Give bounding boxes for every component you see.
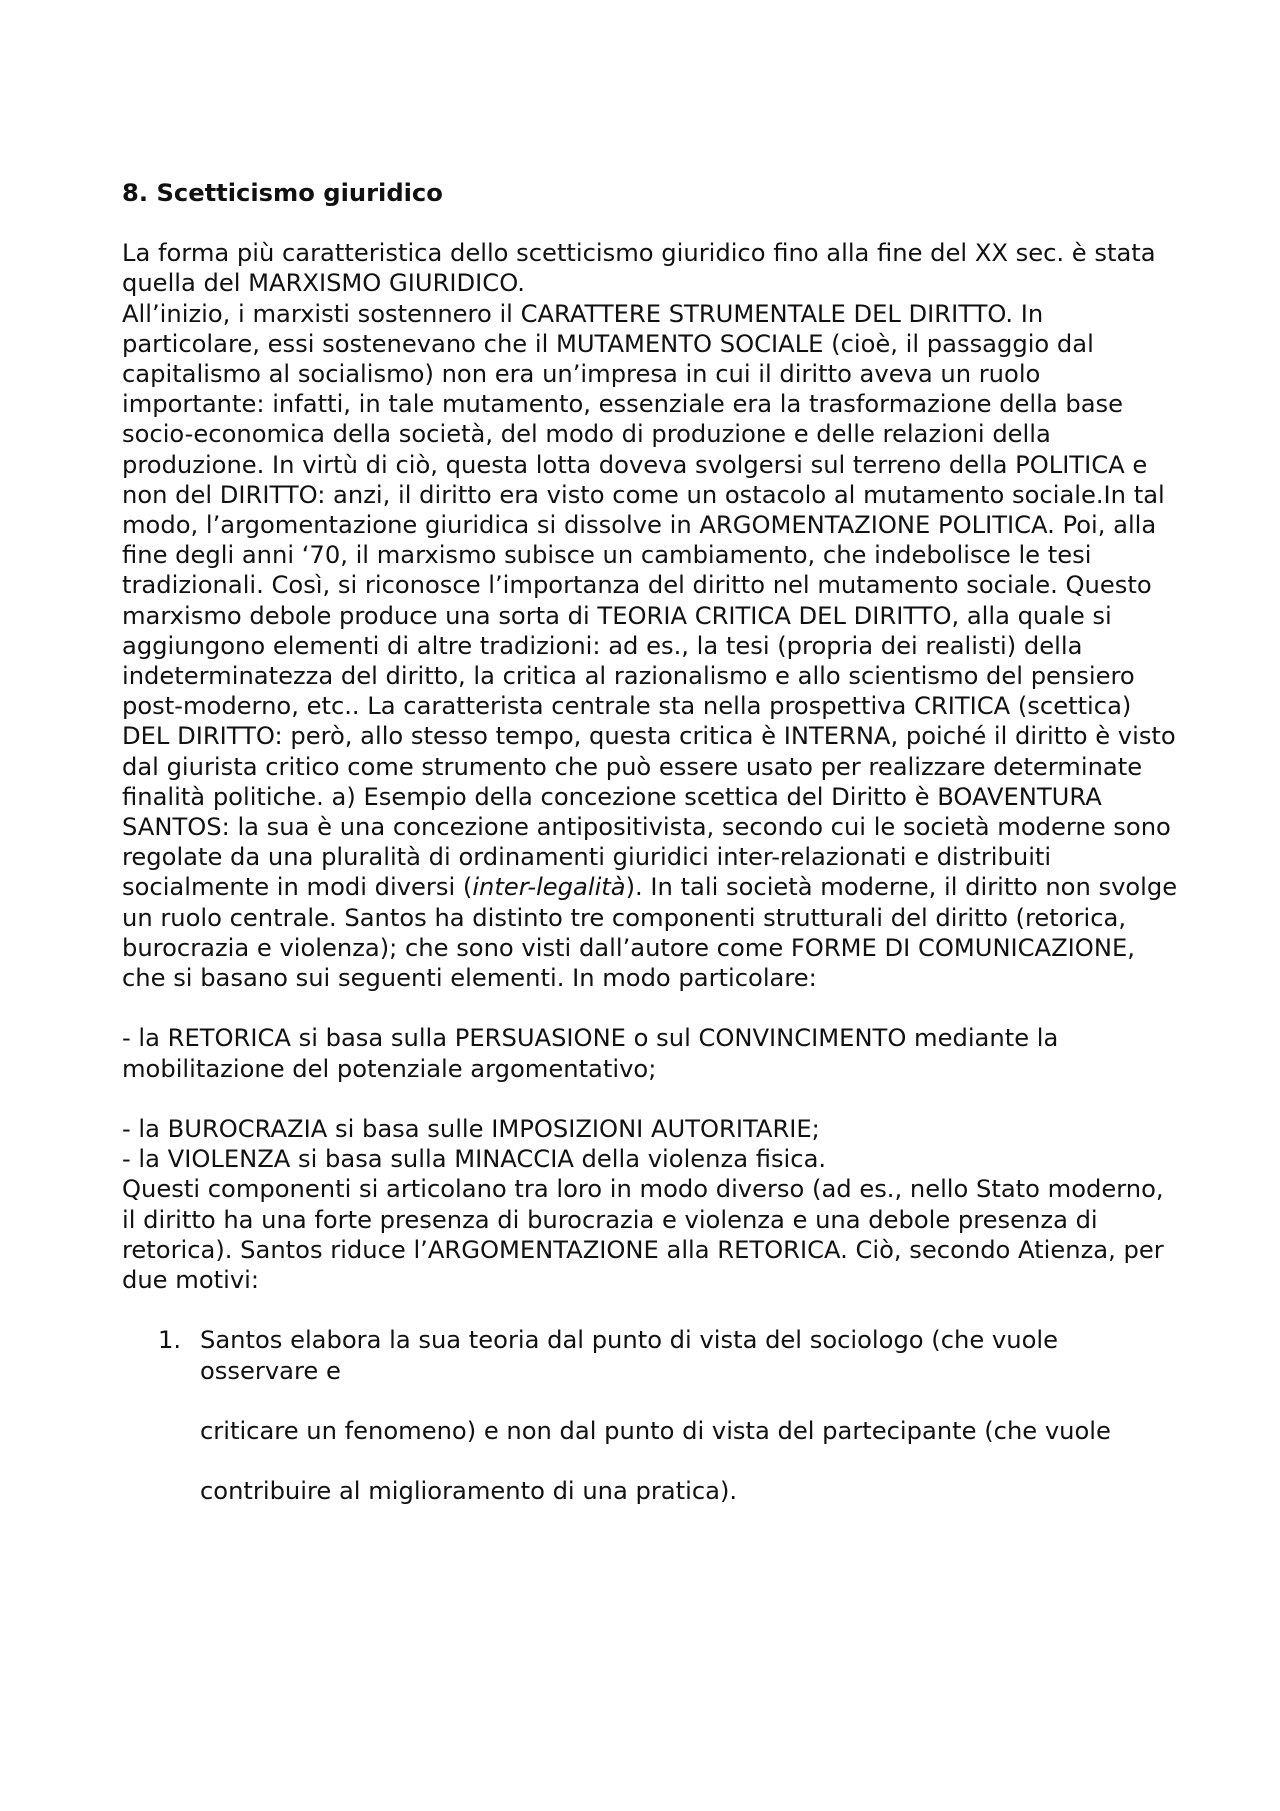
paragraph-components: Questi componenti si articolano tra loro in modo diverso (ad es., nello Stato moderno, il diritto ha una forte presenza di burocrazia e violenza e una debole presenza di retorica). Santos riduce l’ARGOMENTAZIONE alla RETORICA. Ciò, secondo Atienza, per due motivi: xyxy=(122,1175,1164,1295)
list-item-line-1: Santos elabora la sua teoria dal punto di vista del sociologo (che vuole osservare e xyxy=(200,1326,1058,1385)
paragraph-marxism-text-b: ). In tali società moderne, il diritto non svolge un ruolo centrale. Santos ha distinto tre componenti strutturali del diritto (retorica, burocrazia e violenza); che sono visti dall’autore come FORME DI COMUNICAZIONE, che si basano sui seguenti elementi. In modo particolare: xyxy=(122,873,1178,993)
bullet-burocrazia: - la BUROCRAZIA si basa sulle IMPOSIZIONI AUTORITARIE; xyxy=(122,1115,820,1144)
bullet-retorica: - la RETORICA si basa sulla PERSUASIONE o sul CONVINCIMENTO mediante la mobilitazione del potenziale argomentativo; xyxy=(122,1024,1059,1083)
bullet-violenza: - la VIOLENZA si basa sulla MINACCIA della violenza fisica. xyxy=(122,1145,827,1174)
list-item-line-2: criticare un fenomeno) e non dal punto di vista del partecipante (che vuole xyxy=(200,1417,1111,1446)
list-item-number: 1. xyxy=(158,1326,182,1355)
paragraph-marxism xyxy=(122,299,1182,994)
inter-legalita-term: inter-legalità xyxy=(472,873,626,902)
paragraph-marxism-text-a: All’inizio, i marxisti sostennero il CARATTERE STRUMENTALE DEL DIRITTO. In particolare, essi sostenevano che il MUTAMENTO SOCIALE (cioè, il passaggio dal capitalismo al socialismo) non era un’impresa in cui il diritto aveva un ruolo importante: infatti, in tale mutamento, essenziale era la trasformazione della base socio-economica della società, del modo di produzione e delle relazioni della produzione. In virtù di ciò, questa lotta doveva svolgersi sul terreno della POLITICA e non del DIRITTO: anzi, il diritto era visto come un ostacolo al mutamento sociale.In tal modo, l’argomentazione giuridica si dissolve in ARGOMENTAZIONE POLITICA. Poi, alla fine degli anni ‘70, il marxismo subisce un cambiamento, che indebolisce le tesi tradizionali. Così, si riconosce l’importanza del diritto nel mutamento sociale. Questo marxismo debole produce una sorta di TEORIA CRITICA DEL DIRITTO, alla quale si aggiungono elementi di altre tradizioni: ad es., la tesi (propria dei realisti) della indeterminatezza del diritto, la critica al razionalismo e allo scientismo del pensiero post-moderno, etc.. La caratterista centrale sta nella prospettiva CRITICA (scettica) DEL DIRITTO: però, allo stesso tempo, questa critica è INTERNA, poiché il diritto è visto dal giurista critico come strumento che può essere usato per realizzare determinate finalità politiche. a) Esempio della concezione scettica del Diritto è BOAVENTURA SANTOS: la sua è una concezione antipositivista, secondo cui le società moderne sono regolate da una pluralità di ordinamenti giuridici inter-relazionati e distribuiti socialmente in modi diversi ( xyxy=(122,299,1176,902)
spacer xyxy=(200,1386,1182,1416)
list-item-line-3: contribuire al miglioramento di una pratica). xyxy=(200,1477,738,1506)
section-heading: 8. Scetticismo giuridico xyxy=(122,179,443,207)
list-item xyxy=(122,1325,1182,1506)
spacer xyxy=(200,1446,1182,1476)
spacer xyxy=(122,1295,1182,1325)
numbered-list xyxy=(122,1325,1182,1506)
spacer xyxy=(122,1084,1182,1114)
paragraph-intro: La forma più caratteristica dello scetticismo giuridico fino alla fine del XX sec. è stata quella del MARXISMO GIURIDICO. xyxy=(122,239,1156,298)
document-page xyxy=(122,178,1182,1507)
spacer xyxy=(122,993,1182,1023)
